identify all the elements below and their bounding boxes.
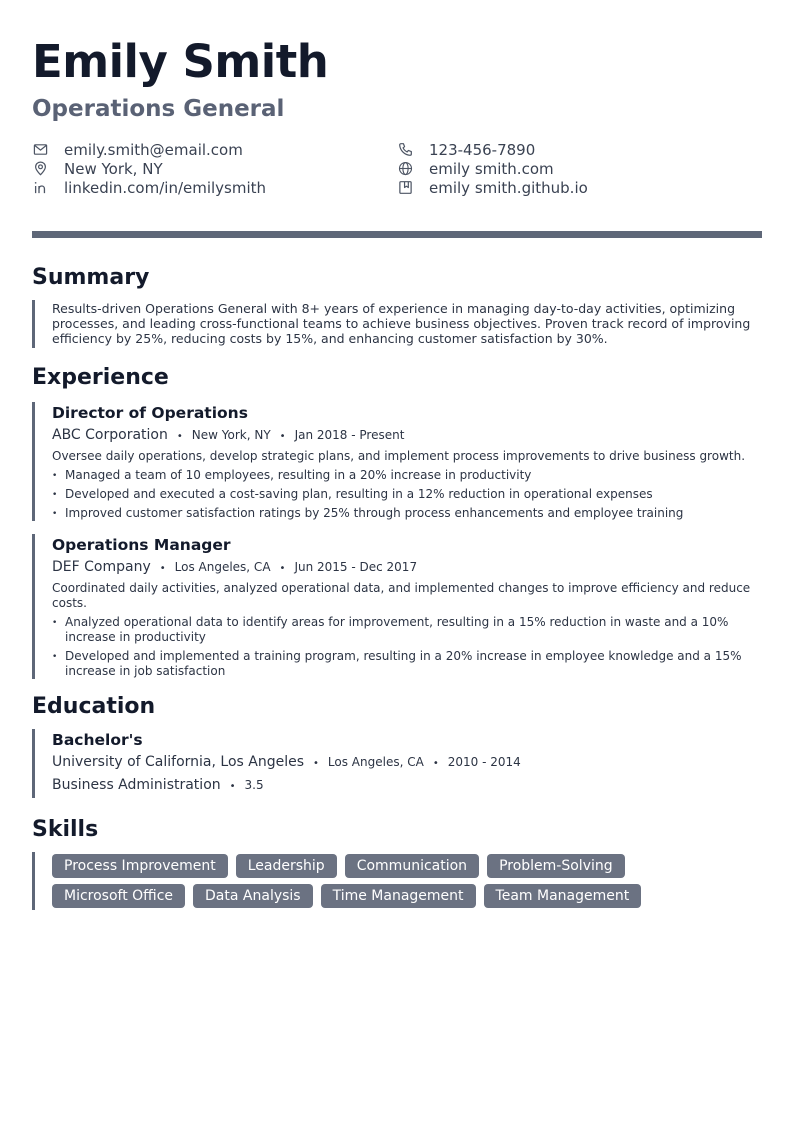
- job-location: New York, NY: [191, 428, 271, 442]
- job-company: ABC Corporation: [52, 427, 168, 443]
- separator-dot: •: [176, 431, 183, 442]
- skill-tag: Time Management: [321, 884, 476, 908]
- job-bullet: • Developed and implemented a training program, resulting in a 20% increase in employee knowledge and a 15% increase in job satisfaction: [52, 649, 762, 679]
- candidate-title: Operations General: [32, 96, 285, 122]
- summary-block: [32, 300, 762, 348]
- skill-tag: Microsoft Office: [52, 884, 185, 908]
- job-entry: [32, 402, 762, 521]
- contact-phone[interactable]: [397, 140, 762, 159]
- separator-dot: •: [229, 781, 236, 792]
- job-bullet: • Managed a team of 10 employees, resulting in a 20% increase in productivity: [52, 468, 762, 483]
- education-heading: Education: [32, 694, 156, 719]
- experience-heading: Experience: [32, 365, 169, 390]
- job-dates: Jan 2018 - Present: [294, 428, 405, 442]
- job-company: DEF Company: [52, 559, 151, 575]
- phone-icon: [397, 142, 413, 158]
- contact-phone-text[interactable]: 123-456-7890: [429, 140, 536, 159]
- skill-tag: Problem-Solving: [487, 854, 625, 878]
- job-description: Oversee daily operations, develop strategic plans, and implement process improvements to drive business growth.: [52, 449, 746, 463]
- contact-list: [32, 140, 762, 197]
- school-name: University of California, Los Angeles: [52, 754, 305, 770]
- contact-github-text[interactable]: emily smith.github.io: [429, 178, 588, 197]
- job-dates: Jun 2015 - Dec 2017: [294, 560, 418, 574]
- separator-dot: •: [279, 431, 286, 442]
- job-description: Coordinated daily activities, analyzed operational data, and implemented changes to improve efficiency and reduce costs.: [52, 581, 751, 610]
- job-bullets: [52, 615, 762, 679]
- job-location: Los Angeles, CA: [174, 560, 271, 574]
- job-entry: [32, 534, 762, 679]
- contact-email-text[interactable]: emily.smith@email.com: [64, 140, 243, 159]
- contact-location: [32, 159, 397, 178]
- education-entry: [32, 729, 762, 798]
- contact-website[interactable]: [397, 159, 762, 178]
- separator-dot: •: [279, 563, 286, 574]
- portfolio-icon: [397, 180, 413, 196]
- school-location: Los Angeles, CA: [327, 755, 424, 769]
- skill-tag: Leadership: [236, 854, 337, 878]
- job-title: Operations Manager: [52, 536, 231, 554]
- education-field-row: [52, 776, 762, 796]
- job-meta: [52, 558, 762, 578]
- globe-icon: [397, 161, 413, 177]
- job-bullets: [52, 468, 762, 521]
- skills-section: [32, 816, 762, 910]
- experience-section: [32, 364, 762, 679]
- skill-tag: Process Improvement: [52, 854, 228, 878]
- mail-icon: [32, 142, 48, 158]
- summary-text: Results-driven Operations General with 8+ years of experience in managing day-to-day activities, optimizing processes, and leading cross-functional teams to achieve business objectives. Proven track record of improving efficiency by 25%, reducing costs by 15%, and enhancing customer satisfaction by 30%.: [52, 301, 751, 346]
- education-section: [32, 693, 762, 798]
- education-dates: 2010 - 2014: [447, 755, 521, 769]
- job-meta: [52, 426, 762, 446]
- skill-tag: Team Management: [484, 884, 642, 908]
- contact-linkedin[interactable]: [32, 178, 397, 197]
- job-bullet: • Developed and executed a cost-saving plan, resulting in a 12% reduction in operational expenses: [52, 487, 762, 502]
- degree: Bachelor's: [52, 731, 143, 749]
- contact-email[interactable]: [32, 140, 397, 159]
- map-pin-icon: [32, 161, 48, 177]
- contact-github[interactable]: [397, 178, 762, 197]
- field-of-study: Business Administration: [52, 777, 221, 793]
- header-divider: [32, 231, 762, 238]
- linkedin-icon: [32, 180, 48, 196]
- contact-linkedin-text[interactable]: linkedin.com/in/emilysmith: [64, 178, 267, 197]
- contact-website-text[interactable]: emily smith.com: [429, 159, 554, 178]
- separator-dot: •: [432, 758, 439, 769]
- summary-section: [32, 264, 762, 348]
- summary-heading: Summary: [32, 265, 150, 290]
- job-bullet: • Analyzed operational data to identify areas for improvement, resulting in a 15% reduction in waste and a 10% increase in productivity: [52, 615, 762, 645]
- education-meta: [52, 753, 762, 773]
- skills-list: [32, 852, 692, 910]
- gpa: 3.5: [244, 778, 264, 792]
- skill-tag: Data Analysis: [193, 884, 313, 908]
- contact-location-text: New York, NY: [64, 159, 163, 178]
- skills-heading: Skills: [32, 817, 99, 842]
- separator-dot: •: [159, 563, 166, 574]
- job-title: Director of Operations: [52, 404, 248, 422]
- candidate-name: Emily Smith: [32, 35, 329, 88]
- skill-tag: Communication: [345, 854, 479, 878]
- separator-dot: •: [313, 758, 319, 769]
- job-bullet: • Improved customer satisfaction ratings by 25% through process enhancements and employee training: [52, 506, 762, 521]
